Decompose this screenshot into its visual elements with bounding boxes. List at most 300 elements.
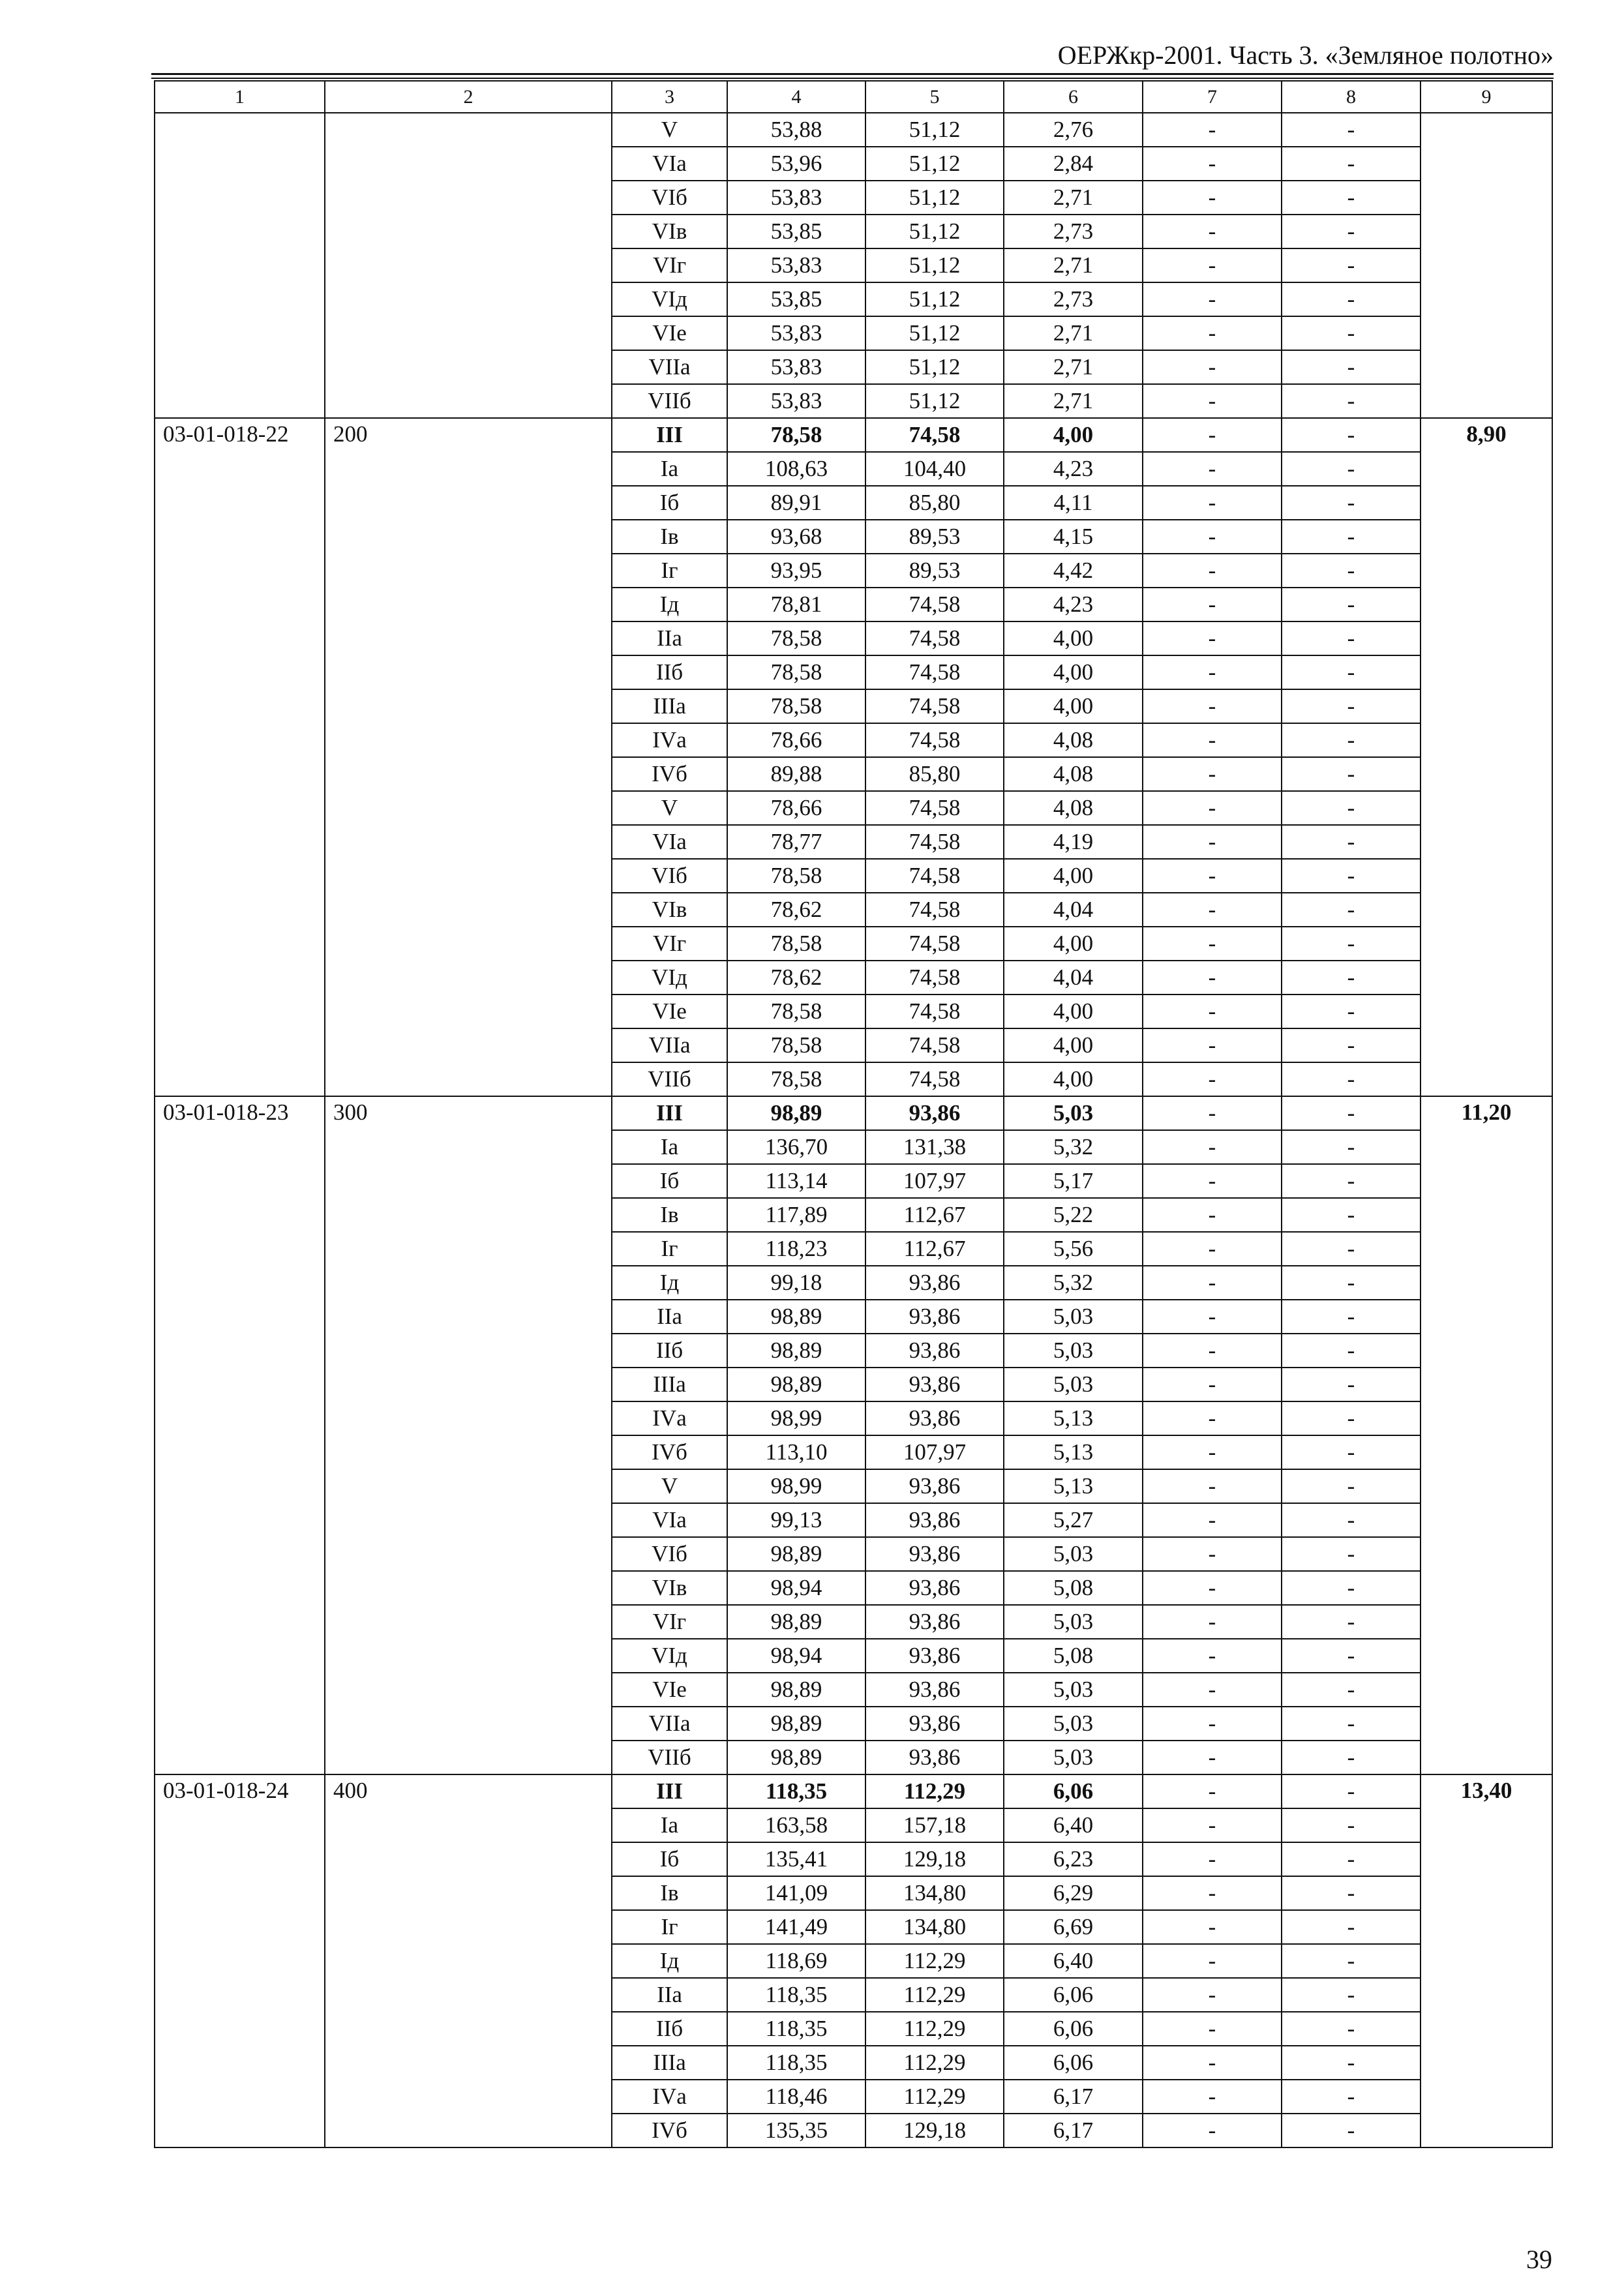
material-cell: -	[1282, 1130, 1421, 1164]
material-cell: -	[1282, 1571, 1421, 1605]
total-cost-cell: 99,18	[727, 1266, 865, 1300]
material-cell: -	[1282, 1096, 1421, 1130]
wage-cell: 74,58	[865, 1062, 1004, 1096]
region-cell: Iб	[612, 1842, 727, 1876]
total-cost-cell: 53,88	[727, 113, 865, 147]
material-cell: -	[1282, 350, 1421, 384]
machine-cell: 4,15	[1004, 520, 1143, 554]
material-cell: -	[1282, 1062, 1421, 1096]
wage-cell: 51,12	[865, 147, 1004, 181]
machine-cell: 2,71	[1004, 384, 1143, 418]
wage-cell: 51,12	[865, 181, 1004, 215]
col7-cell: -	[1143, 2012, 1282, 2046]
total-cost-cell: 53,83	[727, 181, 865, 215]
table-row	[155, 113, 1552, 147]
region-cell: VIв	[612, 215, 727, 248]
material-cell: -	[1282, 1266, 1421, 1300]
labor-total-cell: 13,40	[1421, 1774, 1552, 2147]
total-cost-cell: 98,89	[727, 1096, 865, 1130]
machine-cell: 6,17	[1004, 2080, 1143, 2114]
region-cell: Iб	[612, 486, 727, 520]
total-cost-cell: 118,35	[727, 1978, 865, 2012]
material-cell: -	[1282, 859, 1421, 893]
col7-cell: -	[1143, 418, 1282, 452]
total-cost-cell: 108,63	[727, 452, 865, 486]
wage-cell: 89,53	[865, 554, 1004, 588]
total-cost-cell: 98,89	[727, 1605, 865, 1639]
material-cell: -	[1282, 825, 1421, 859]
total-cost-cell: 135,35	[727, 2114, 865, 2147]
header-rule-secondary	[151, 78, 1554, 79]
material-cell: -	[1282, 486, 1421, 520]
wage-cell: 93,86	[865, 1639, 1004, 1673]
total-cost-cell: 89,88	[727, 757, 865, 791]
col7-cell: -	[1143, 859, 1282, 893]
region-cell: VIв	[612, 893, 727, 927]
machine-cell: 4,42	[1004, 554, 1143, 588]
material-cell: -	[1282, 1876, 1421, 1910]
col7-cell: -	[1143, 1130, 1282, 1164]
region-cell: Iа	[612, 452, 727, 486]
col7-cell: -	[1143, 1910, 1282, 1944]
page-number: 39	[1526, 2245, 1552, 2274]
machine-cell: 5,13	[1004, 1435, 1143, 1469]
total-cost-cell: 118,35	[727, 2012, 865, 2046]
region-cell: Iд	[612, 1266, 727, 1300]
wage-cell: 51,12	[865, 248, 1004, 282]
region-cell: IIа	[612, 1300, 727, 1334]
total-cost-cell: 118,23	[727, 1232, 865, 1266]
col7-cell: -	[1143, 1978, 1282, 2012]
machine-cell: 2,73	[1004, 282, 1143, 316]
size-cell	[325, 113, 612, 418]
total-cost-cell: 78,58	[727, 995, 865, 1028]
col7-cell: -	[1143, 1944, 1282, 1978]
col7-cell: -	[1143, 1571, 1282, 1605]
total-cost-cell: 53,83	[727, 384, 865, 418]
material-cell: -	[1282, 927, 1421, 961]
wage-cell: 51,12	[865, 113, 1004, 147]
region-cell: VIIа	[612, 1707, 727, 1741]
material-cell: -	[1282, 282, 1421, 316]
machine-cell: 5,03	[1004, 1368, 1143, 1401]
col7-cell: -	[1143, 1842, 1282, 1876]
wage-cell: 74,58	[865, 961, 1004, 995]
labor-total-cell	[1421, 113, 1552, 418]
wage-cell: 93,86	[865, 1368, 1004, 1401]
wage-cell: 134,80	[865, 1876, 1004, 1910]
col7-cell: -	[1143, 520, 1282, 554]
region-cell: VIIб	[612, 384, 727, 418]
col7-cell: -	[1143, 1300, 1282, 1334]
total-cost-cell: 53,83	[727, 316, 865, 350]
col7-cell: -	[1143, 1774, 1282, 1808]
wage-cell: 74,58	[865, 655, 1004, 689]
wage-cell: 112,29	[865, 1774, 1004, 1808]
machine-cell: 5,27	[1004, 1503, 1143, 1537]
region-cell: IVб	[612, 1435, 727, 1469]
material-cell: -	[1282, 757, 1421, 791]
column-number: 7	[1143, 81, 1282, 113]
total-cost-cell: 113,14	[727, 1164, 865, 1198]
rate-code-cell: 03-01-018-22	[155, 418, 325, 1096]
material-cell: -	[1282, 1639, 1421, 1673]
machine-cell: 6,40	[1004, 1944, 1143, 1978]
col7-cell: -	[1143, 1198, 1282, 1232]
machine-cell: 5,22	[1004, 1198, 1143, 1232]
region-cell: VIб	[612, 1537, 727, 1571]
col7-cell: -	[1143, 1232, 1282, 1266]
wage-cell: 112,29	[865, 2012, 1004, 2046]
machine-cell: 6,06	[1004, 2046, 1143, 2080]
col7-cell: -	[1143, 350, 1282, 384]
column-number: 3	[612, 81, 727, 113]
wage-cell: 112,29	[865, 1978, 1004, 2012]
total-cost-cell: 78,77	[727, 825, 865, 859]
col7-cell: -	[1143, 2080, 1282, 2114]
wage-cell: 93,86	[865, 1300, 1004, 1334]
region-cell: Iд	[612, 588, 727, 621]
wage-cell: 112,29	[865, 2046, 1004, 2080]
col7-cell: -	[1143, 1876, 1282, 1910]
col7-cell: -	[1143, 1266, 1282, 1300]
machine-cell: 5,03	[1004, 1537, 1143, 1571]
material-cell: -	[1282, 2046, 1421, 2080]
wage-cell: 51,12	[865, 384, 1004, 418]
wage-cell: 93,86	[865, 1096, 1004, 1130]
total-cost-cell: 78,66	[727, 791, 865, 825]
col7-cell: -	[1143, 248, 1282, 282]
wage-cell: 74,58	[865, 723, 1004, 757]
region-cell: V	[612, 791, 727, 825]
machine-cell: 5,17	[1004, 1164, 1143, 1198]
wage-cell: 74,58	[865, 825, 1004, 859]
wage-cell: 51,12	[865, 316, 1004, 350]
col7-cell: -	[1143, 1164, 1282, 1198]
total-cost-cell: 163,58	[727, 1808, 865, 1842]
region-cell: VIд	[612, 282, 727, 316]
region-cell: VIа	[612, 1503, 727, 1537]
col7-cell: -	[1143, 452, 1282, 486]
total-cost-cell: 118,46	[727, 2080, 865, 2114]
total-cost-cell: 78,58	[727, 927, 865, 961]
machine-cell: 2,84	[1004, 147, 1143, 181]
total-cost-cell: 89,91	[727, 486, 865, 520]
machine-cell: 4,00	[1004, 995, 1143, 1028]
col7-cell: -	[1143, 316, 1282, 350]
wage-cell: 104,40	[865, 452, 1004, 486]
col7-cell: -	[1143, 927, 1282, 961]
column-number: 5	[865, 81, 1004, 113]
machine-cell: 6,06	[1004, 2012, 1143, 2046]
region-cell: VIIа	[612, 350, 727, 384]
material-cell: -	[1282, 147, 1421, 181]
material-cell: -	[1282, 1741, 1421, 1774]
region-cell: VIа	[612, 825, 727, 859]
machine-cell: 6,29	[1004, 1876, 1143, 1910]
region-cell: Iа	[612, 1130, 727, 1164]
wage-cell: 107,97	[865, 1435, 1004, 1469]
col7-cell: -	[1143, 1028, 1282, 1062]
region-cell: IIа	[612, 1978, 727, 2012]
region-cell: VIд	[612, 961, 727, 995]
total-cost-cell: 118,35	[727, 2046, 865, 2080]
size-cell: 400	[325, 1774, 612, 2147]
wage-cell: 51,12	[865, 282, 1004, 316]
wage-cell: 93,86	[865, 1741, 1004, 1774]
total-cost-cell: 98,94	[727, 1571, 865, 1605]
machine-cell: 6,06	[1004, 1774, 1143, 1808]
machine-cell: 6,40	[1004, 1808, 1143, 1842]
material-cell: -	[1282, 1198, 1421, 1232]
col7-cell: -	[1143, 1096, 1282, 1130]
wage-cell: 74,58	[865, 1028, 1004, 1062]
machine-cell: 4,23	[1004, 588, 1143, 621]
material-cell: -	[1282, 1401, 1421, 1435]
machine-cell: 4,04	[1004, 961, 1143, 995]
col7-cell: -	[1143, 655, 1282, 689]
column-number: 6	[1004, 81, 1143, 113]
machine-cell: 5,03	[1004, 1673, 1143, 1707]
col7-cell: -	[1143, 1334, 1282, 1368]
region-cell: V	[612, 113, 727, 147]
machine-cell: 5,08	[1004, 1571, 1143, 1605]
total-cost-cell: 98,89	[727, 1673, 865, 1707]
machine-cell: 4,23	[1004, 452, 1143, 486]
col7-cell: -	[1143, 384, 1282, 418]
wage-cell: 51,12	[865, 215, 1004, 248]
machine-cell: 4,08	[1004, 757, 1143, 791]
region-cell: VIб	[612, 181, 727, 215]
region-cell: IVб	[612, 2114, 727, 2147]
col7-cell: -	[1143, 1401, 1282, 1435]
machine-cell: 2,73	[1004, 215, 1143, 248]
total-cost-cell: 136,70	[727, 1130, 865, 1164]
material-cell: -	[1282, 384, 1421, 418]
wage-cell: 85,80	[865, 757, 1004, 791]
material-cell: -	[1282, 2080, 1421, 2114]
col7-cell: -	[1143, 1673, 1282, 1707]
material-cell: -	[1282, 316, 1421, 350]
region-cell: Iв	[612, 1198, 727, 1232]
total-cost-cell: 141,09	[727, 1876, 865, 1910]
region-cell: IVа	[612, 1401, 727, 1435]
total-cost-cell: 141,49	[727, 1910, 865, 1944]
region-cell: IIб	[612, 2012, 727, 2046]
machine-cell: 5,03	[1004, 1334, 1143, 1368]
wage-cell: 51,12	[865, 350, 1004, 384]
total-cost-cell: 118,69	[727, 1944, 865, 1978]
region-cell: VIг	[612, 927, 727, 961]
material-cell: -	[1282, 1673, 1421, 1707]
wage-cell: 74,58	[865, 927, 1004, 961]
col7-cell: -	[1143, 961, 1282, 995]
wage-cell: 93,86	[865, 1673, 1004, 1707]
region-cell: IIб	[612, 655, 727, 689]
wage-cell: 112,67	[865, 1232, 1004, 1266]
col7-cell: -	[1143, 1808, 1282, 1842]
region-cell: Iа	[612, 1808, 727, 1842]
wage-cell: 85,80	[865, 486, 1004, 520]
wage-cell: 89,53	[865, 520, 1004, 554]
wage-cell: 74,58	[865, 418, 1004, 452]
material-cell: -	[1282, 181, 1421, 215]
col7-cell: -	[1143, 282, 1282, 316]
region-cell: V	[612, 1469, 727, 1503]
total-cost-cell: 98,89	[727, 1537, 865, 1571]
total-cost-cell: 98,89	[727, 1741, 865, 1774]
machine-cell: 4,00	[1004, 1062, 1143, 1096]
wage-cell: 74,58	[865, 588, 1004, 621]
wage-cell: 93,86	[865, 1266, 1004, 1300]
total-cost-cell: 93,68	[727, 520, 865, 554]
region-cell: VIIб	[612, 1062, 727, 1096]
total-cost-cell: 53,96	[727, 147, 865, 181]
total-cost-cell: 78,58	[727, 1028, 865, 1062]
total-cost-cell: 78,81	[727, 588, 865, 621]
material-cell: -	[1282, 1605, 1421, 1639]
wage-cell: 93,86	[865, 1401, 1004, 1435]
material-cell: -	[1282, 791, 1421, 825]
material-cell: -	[1282, 1774, 1421, 1808]
wage-cell: 107,97	[865, 1164, 1004, 1198]
total-cost-cell: 78,58	[727, 859, 865, 893]
column-number-row	[155, 81, 1552, 113]
col7-cell: -	[1143, 757, 1282, 791]
wage-cell: 93,86	[865, 1707, 1004, 1741]
wage-cell: 112,29	[865, 2080, 1004, 2114]
col7-cell: -	[1143, 147, 1282, 181]
machine-cell: 5,32	[1004, 1130, 1143, 1164]
total-cost-cell: 78,58	[727, 655, 865, 689]
total-cost-cell: 99,13	[727, 1503, 865, 1537]
region-cell: III	[612, 1096, 727, 1130]
region-cell: IIIа	[612, 689, 727, 723]
region-cell: Iб	[612, 1164, 727, 1198]
wage-cell: 74,58	[865, 995, 1004, 1028]
total-cost-cell: 53,85	[727, 282, 865, 316]
wage-cell: 74,58	[865, 689, 1004, 723]
wage-cell: 74,58	[865, 621, 1004, 655]
total-cost-cell: 53,85	[727, 215, 865, 248]
machine-cell: 5,03	[1004, 1096, 1143, 1130]
material-cell: -	[1282, 1469, 1421, 1503]
column-number: 9	[1421, 81, 1552, 113]
material-cell: -	[1282, 723, 1421, 757]
column-number: 2	[325, 81, 612, 113]
machine-cell: 4,08	[1004, 723, 1143, 757]
column-number: 4	[727, 81, 865, 113]
machine-cell: 5,03	[1004, 1741, 1143, 1774]
wage-cell: 134,80	[865, 1910, 1004, 1944]
total-cost-cell: 78,66	[727, 723, 865, 757]
material-cell: -	[1282, 893, 1421, 927]
material-cell: -	[1282, 621, 1421, 655]
column-number: 1	[155, 81, 325, 113]
total-cost-cell: 113,10	[727, 1435, 865, 1469]
machine-cell: 2,71	[1004, 316, 1143, 350]
col7-cell: -	[1143, 1435, 1282, 1469]
machine-cell: 6,17	[1004, 2114, 1143, 2147]
machine-cell: 5,56	[1004, 1232, 1143, 1266]
machine-cell: 5,32	[1004, 1266, 1143, 1300]
col7-cell: -	[1143, 181, 1282, 215]
col7-cell: -	[1143, 995, 1282, 1028]
material-cell: -	[1282, 1232, 1421, 1266]
machine-cell: 4,08	[1004, 791, 1143, 825]
col7-cell: -	[1143, 588, 1282, 621]
machine-cell: 4,00	[1004, 689, 1143, 723]
col7-cell: -	[1143, 1741, 1282, 1774]
material-cell: -	[1282, 1842, 1421, 1876]
rate-code-cell	[155, 113, 325, 418]
region-cell: IIIа	[612, 1368, 727, 1401]
region-cell: VIе	[612, 1673, 727, 1707]
material-cell: -	[1282, 588, 1421, 621]
material-cell: -	[1282, 1300, 1421, 1334]
material-cell: -	[1282, 1944, 1421, 1978]
region-cell: VIд	[612, 1639, 727, 1673]
region-cell: VIг	[612, 1605, 727, 1639]
machine-cell: 4,19	[1004, 825, 1143, 859]
machine-cell: 5,13	[1004, 1401, 1143, 1435]
wage-cell: 93,86	[865, 1503, 1004, 1537]
total-cost-cell: 53,83	[727, 350, 865, 384]
col7-cell: -	[1143, 1537, 1282, 1571]
total-cost-cell: 118,35	[727, 1774, 865, 1808]
material-cell: -	[1282, 1435, 1421, 1469]
col7-cell: -	[1143, 1707, 1282, 1741]
machine-cell: 6,23	[1004, 1842, 1143, 1876]
wage-cell: 93,86	[865, 1334, 1004, 1368]
machine-cell: 4,00	[1004, 1028, 1143, 1062]
total-cost-cell: 53,83	[727, 248, 865, 282]
col7-cell: -	[1143, 1605, 1282, 1639]
col7-cell: -	[1143, 2046, 1282, 2080]
material-cell: -	[1282, 1164, 1421, 1198]
wage-cell: 74,58	[865, 859, 1004, 893]
region-cell: VIе	[612, 316, 727, 350]
wage-cell: 93,86	[865, 1605, 1004, 1639]
total-cost-cell: 98,89	[727, 1334, 865, 1368]
total-cost-cell: 78,62	[727, 893, 865, 927]
machine-cell: 4,00	[1004, 418, 1143, 452]
material-cell: -	[1282, 1707, 1421, 1741]
price-table	[154, 80, 1553, 2148]
region-cell: VIа	[612, 147, 727, 181]
region-cell: IIб	[612, 1334, 727, 1368]
total-cost-cell: 78,58	[727, 1062, 865, 1096]
wage-cell: 131,38	[865, 1130, 1004, 1164]
wage-cell: 112,29	[865, 1944, 1004, 1978]
machine-cell: 6,69	[1004, 1910, 1143, 1944]
wage-cell: 93,86	[865, 1469, 1004, 1503]
column-number: 8	[1282, 81, 1421, 113]
material-cell: -	[1282, 215, 1421, 248]
col7-cell: -	[1143, 215, 1282, 248]
region-cell: IIIа	[612, 2046, 727, 2080]
table-row	[155, 1774, 1552, 1808]
material-cell: -	[1282, 1808, 1421, 1842]
material-cell: -	[1282, 2114, 1421, 2147]
rate-code-cell: 03-01-018-24	[155, 1774, 325, 2147]
region-cell: Iг	[612, 1910, 727, 1944]
region-cell: VIIб	[612, 1741, 727, 1774]
col7-cell: -	[1143, 1469, 1282, 1503]
total-cost-cell: 93,95	[727, 554, 865, 588]
material-cell: -	[1282, 1503, 1421, 1537]
col7-cell: -	[1143, 113, 1282, 147]
